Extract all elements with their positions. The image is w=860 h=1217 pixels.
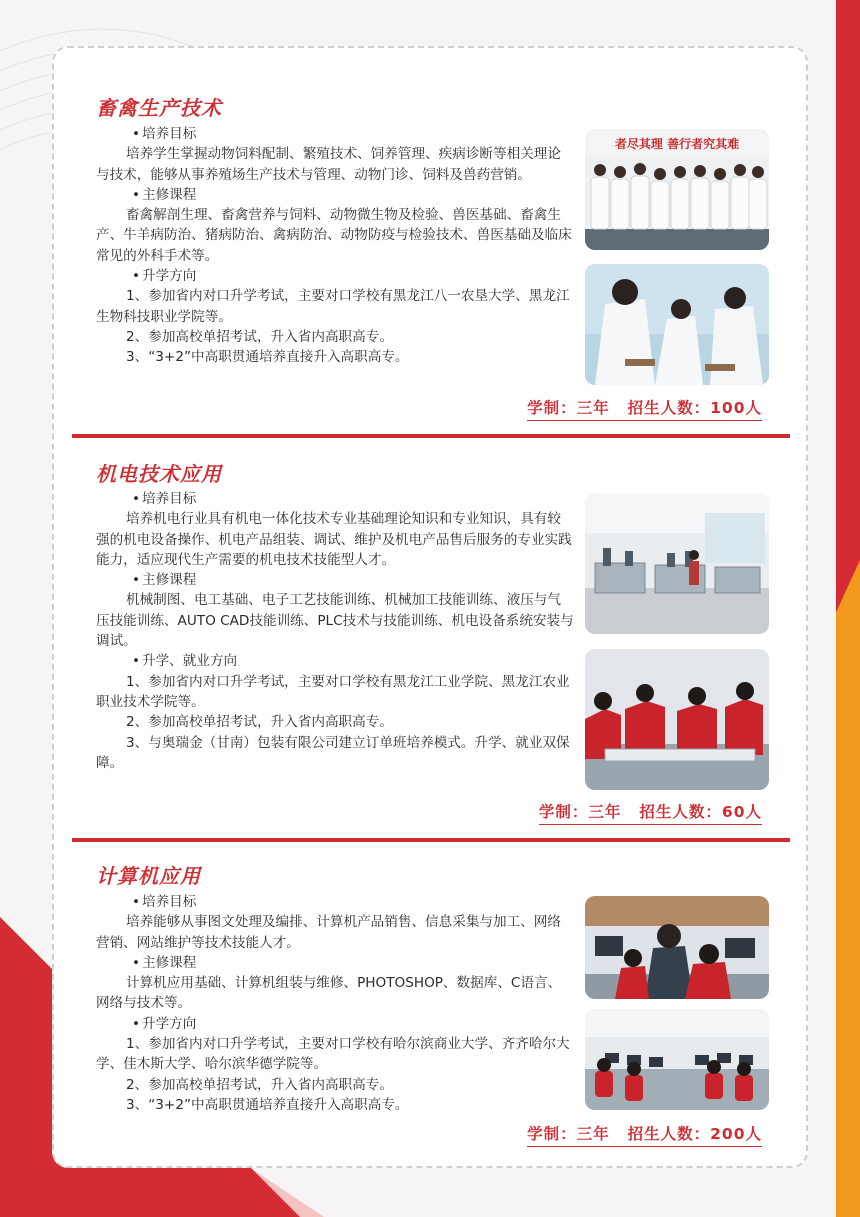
photo-lab-students bbox=[585, 264, 769, 385]
path-label: 升学方向 bbox=[142, 1015, 197, 1032]
bullet-dot-icon: • bbox=[131, 186, 141, 203]
course-label: 主修课程 bbox=[142, 186, 197, 203]
section-footer bbox=[527, 1122, 762, 1147]
path-item: 2、参加高校单招考试，升入省内高职高专。 bbox=[126, 714, 393, 731]
course-text: 畜禽解剖生理、畜禽营养与饲料、动物微生物及检验、兽医基础、畜禽生产、牛羊病防治、猪病防治、禽病防治、动物防疫与检验技术、兽医基础及临床常见的外科手术等。 bbox=[96, 207, 572, 264]
course-text: 机械制图、电工基础、电子工艺技能训练、机械加工技能训练、液压与气压技能训练、AUTO CAD技能训练、PLC技术与技能训练、机电设备系统安装与调试。 bbox=[96, 592, 574, 650]
photo-lab-group bbox=[585, 129, 769, 250]
path-item: 1、参加省内对口升学考试，主要对口学校有哈尔滨商业大学、齐齐哈尔大学、佳木斯大学、哈尔滨华德学院等。 bbox=[96, 1036, 570, 1073]
photo-banner-text: 者尽其理 善行者究其难 bbox=[614, 137, 740, 151]
duration-label: 学制：三年 bbox=[527, 399, 610, 417]
path-item: 1、参加省内对口升学考试，主要对口学校有黑龙江八一农垦大学、黑龙江生物科技职业学院等。 bbox=[96, 288, 570, 325]
photo-workshop bbox=[585, 493, 769, 634]
path-item: 3、“3+2”中高职贯通培养直接升入高职高专。 bbox=[126, 349, 409, 366]
path-label: 升学方向 bbox=[142, 268, 197, 285]
bullet-dot-icon: • bbox=[131, 268, 141, 285]
section-footer bbox=[539, 800, 762, 825]
enrollment-label: 招生人数：60人 bbox=[639, 803, 762, 821]
section-body bbox=[96, 892, 574, 1115]
section-title: 计算机应用 bbox=[96, 864, 201, 888]
enrollment-label: 招生人数：100人 bbox=[627, 399, 762, 417]
photo-computer-class bbox=[585, 896, 769, 999]
section-body bbox=[96, 124, 574, 368]
right-orange-band bbox=[836, 560, 860, 1217]
course-label: 主修课程 bbox=[142, 954, 197, 971]
goal-text: 培养学生掌握动物饲料配制、繁殖技术、饲养管理、疾病诊断等相关理论与技术，能够从事养殖场生产技术与管理、动物门诊、饲料及兽药营销。 bbox=[96, 146, 561, 183]
section-title: 机电技术应用 bbox=[96, 462, 222, 486]
bullet-dot-icon: • bbox=[131, 126, 141, 142]
goal-label: 培养目标 bbox=[142, 894, 197, 910]
bullet-dot-icon: • bbox=[131, 954, 141, 971]
bullet-dot-icon: • bbox=[131, 491, 141, 507]
path-item: 3、与奥瑞金（甘南）包装有限公司建立订单班培养模式。升学、就业双保障。 bbox=[96, 734, 570, 771]
goal-label: 培养目标 bbox=[142, 491, 197, 507]
path-item: 2、参加高校单招考试，升入省内高职高专。 bbox=[126, 328, 393, 345]
photo-computer-lab bbox=[585, 1009, 769, 1110]
bullet-dot-icon: • bbox=[131, 1015, 141, 1032]
bullet-dot-icon: • bbox=[131, 572, 141, 589]
content-card bbox=[52, 46, 808, 1168]
section-divider bbox=[72, 838, 790, 842]
section-title: 畜禽生产技术 bbox=[96, 96, 222, 120]
duration-label: 学制：三年 bbox=[527, 1125, 610, 1143]
path-item: 1、参加省内对口升学考试，主要对口学校有黑龙江工业学院、黑龙江农业职业技术学院等。 bbox=[96, 673, 570, 710]
path-item: 3、“3+2”中高职贯通培养直接升入高职高专。 bbox=[126, 1096, 409, 1113]
photo-students-practice bbox=[585, 649, 769, 790]
goal-text: 培养能够从事图文处理及编排、计算机产品销售、信息采集与加工、网络营销、网站维护等技术技能人才。 bbox=[96, 914, 561, 951]
goal-label: 培养目标 bbox=[142, 126, 197, 142]
duration-label: 学制：三年 bbox=[538, 803, 622, 821]
goal-text: 培养机电行业具有机电一体化技术专业基础理论知识和专业知识，具有较强的机电设备操作、机电产品组装、调试、维护及机电产品售后服务的专业实践能力，适应现代生产需要的机电技术技能型人才。 bbox=[96, 511, 572, 568]
bullet-dot-icon: • bbox=[131, 894, 141, 910]
enrollment-label: 招生人数：200人 bbox=[627, 1125, 762, 1143]
course-text: 计算机应用基础、计算机组装与维修、PHOTOSHOP、数据库、C语言、网络与技术等。 bbox=[96, 975, 562, 1012]
section-body bbox=[96, 489, 574, 773]
section-divider bbox=[72, 434, 790, 438]
course-label: 主修课程 bbox=[142, 572, 197, 589]
section-footer bbox=[527, 396, 762, 421]
bullet-dot-icon: • bbox=[131, 653, 141, 670]
path-label: 升学、就业方向 bbox=[142, 653, 238, 670]
path-item: 2、参加高校单招考试，升入省内高职高专。 bbox=[126, 1076, 393, 1093]
